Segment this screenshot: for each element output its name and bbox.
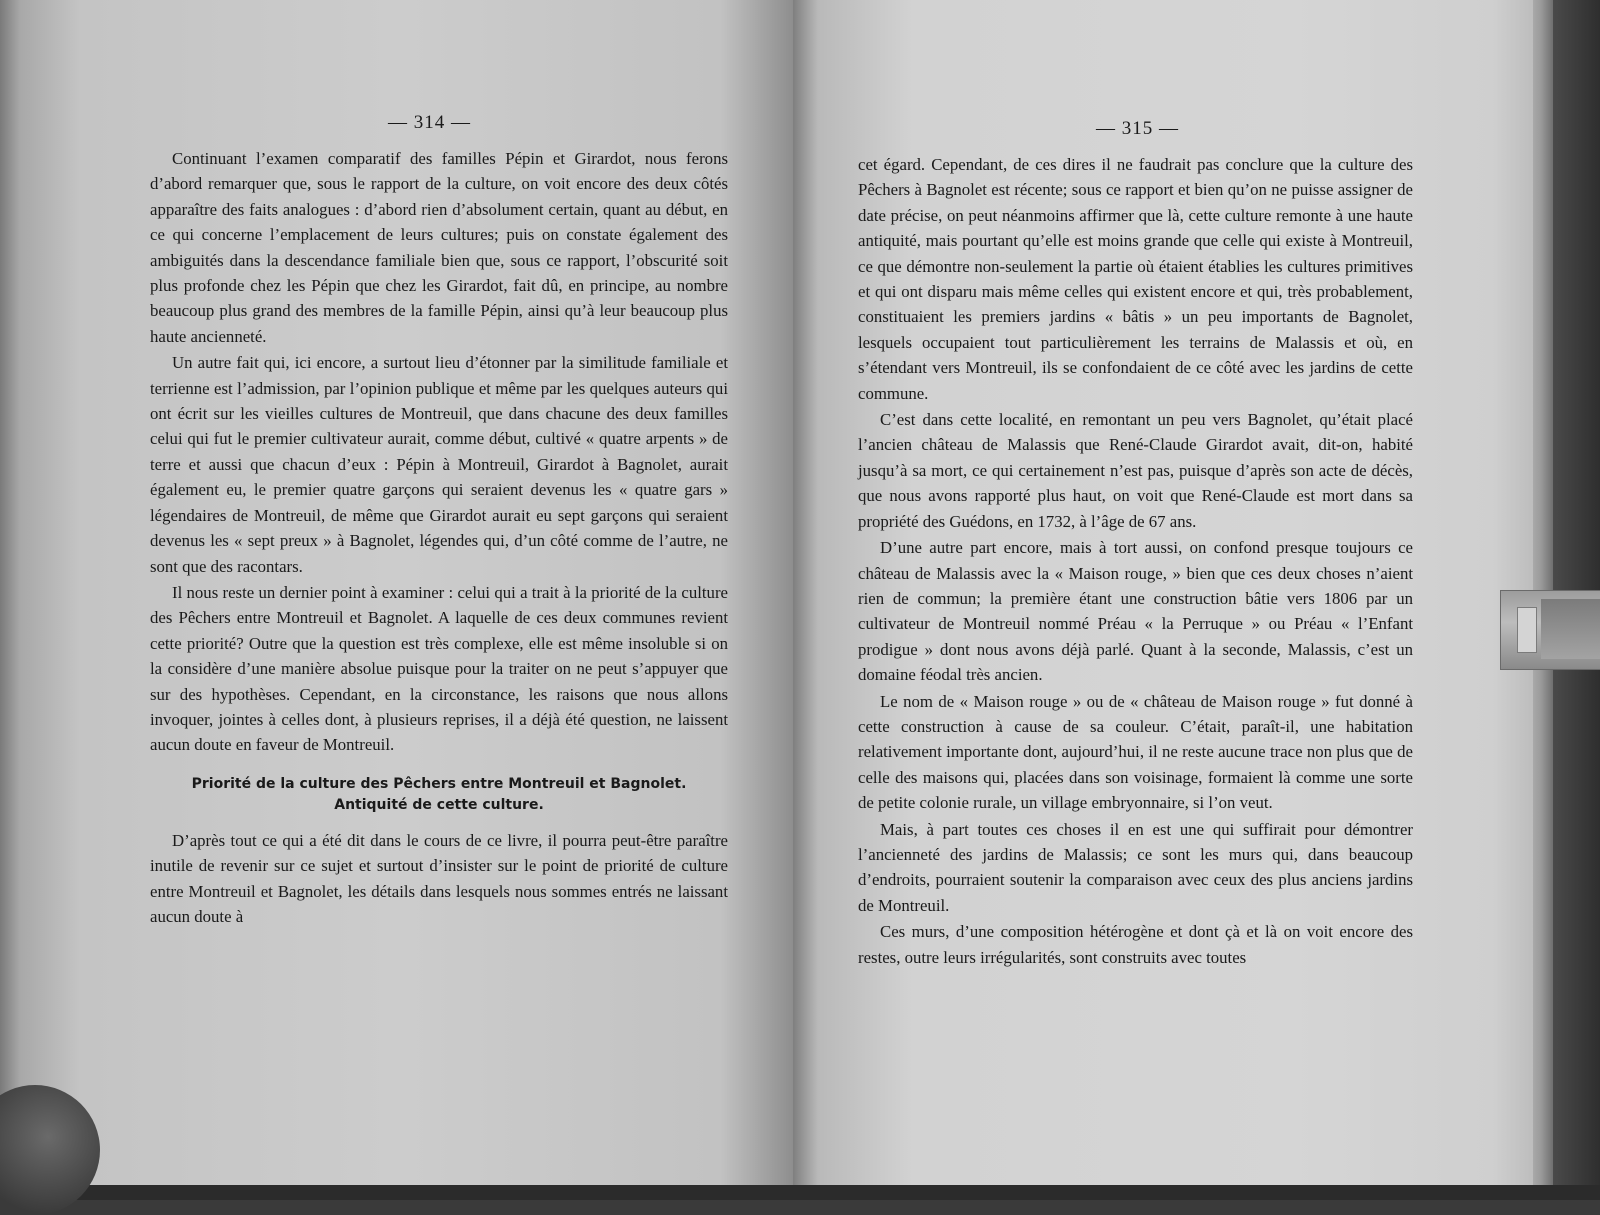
page-clip [1500, 590, 1600, 670]
left-page [0, 0, 793, 1185]
right-page [793, 0, 1533, 1185]
background-surface [0, 1185, 1600, 1200]
paragraph: D’après tout ce qui a été dit dans le cours de ce livre, il pourra peut-être paraître inutile de revenir sur ce sujet et surtout d’insister sur le point de priorité de culture entre Montreuil et Bagnolet, les détails dans lesquels nous sommes entrés ne laissant aucun doute à [150, 830, 728, 926]
paragraph: Continuant l’examen comparatif des familles Pépin et Girardot, nous ferons d’abord remarquer que, sous le rapport de la culture, on voit encore des deux côtés apparaître des faits analogues : d’abord rien d’absolument certain, quant au début, en ce qui concerne l’emplacement de leurs cultures; puis on constate également des ambiguités dans la descendance familiale bien que, sous ce rapport, l’obscurité soit plus profonde chez les Pépin que chez les Girardot, fait dû, en principe, au nombre beaucoup plus grand des membres de la famille Pépin, ainsi qu’à leur beaucoup plus haute ancienneté. [150, 149, 728, 346]
paragraph: D’une autre part encore, mais à tort aussi, on confond presque toujours ce château de Malassis avec la « Maison rouge, » bien que ces deux choses n’aient rien de commun; la première étant une construction bâtie vers 1806 par un cultivateur de Montreuil nommé Préau « la Perruque » ou Préau « l’Enfant prodigue » dont nous avons déjà parlé. Quant à la seconde, Malassis, c’est un domaine féodal très ancien. [858, 538, 1413, 685]
left-page-text [150, 146, 728, 930]
paragraph: Un autre fait qui, ici encore, a surtout lieu d’étonner par la similitude familiale et terrienne est l’admission, par l’opinion publique et même par les quelques auteurs qui ont écrit sur les vieilles cultures de Montreuil, que dans chacune des deux familles celui qui fut le premier cultivateur aurait, comme début, cultivé « quatre arpents » de terre et aussi que chacun d’eux : Pépin à Montreuil, Girardot à Bagnolet, aurait également eu, le premier quatre garçons qui seraient devenus les « quatre gars » légendaires de Montreuil, de même que Girardot aurait eu sept garçons qui seraient devenus les « sept preux » à Bagnolet, légendes qui, d’un côté comme de l’autre, ne sont que des racontars. [150, 353, 728, 576]
paragraph: Il nous reste un dernier point à examiner : celui qui a trait à la priorité de la culture des Pêchers entre Montreuil et Bagnolet. A laquelle de ces deux communes revient cette priorité? Outre que la question est très complexe, elle est même insoluble si on la considère d’une manière absolue puisque pour la traiter on ne peut s’appuyer que sur des hypothèses. Cependant, en la circonstance, les raisons que nous allons invoquer, jointes à celles dont, à plusieurs reprises, il a déjà été question, ne laissent aucun doute en faveur de Montreuil. [150, 582, 728, 755]
clip-latch [1517, 607, 1537, 653]
clip-bar [1541, 599, 1600, 659]
section-heading-line: Priorité de la culture des Pêchers entre Montreuil et Bagnolet. [191, 775, 687, 792]
page-number-314: — 314 — [388, 112, 471, 133]
paragraph: C’est dans cette localité, en remontant un peu vers Bagnolet, qu’était placé l’ancien château de Malassis que René-Claude Girardot avait, dit-on, habité jusqu’à sa mort, ce qui certainement n’est pas, puisque d’après son acte de décès, que nous avons rapporté plus haut, on voit que René-Claude est mort dans sa propriété des Guédons, en 1732, à l’âge de 67 ans. [858, 410, 1413, 531]
paragraph: cet égard. Cependant, de ces dires il ne faudrait pas conclure que la culture des Pêchers à Bagnolet est récente; sous ce rapport et bien qu’on ne puisse assigner de date précise, on peut néanmoins affirmer que là, cette culture remonte à une haute antiquité, mais pourtant qu’elle est moins grande que celle qui existe à Montreuil, ce que démontre non-seulement la partie où étaient établies les cultures primitives et qui ont disparu mais même celles qui existent encore et qui, très probablement, constituaient les premiers jardins « bâtis » un peu importants de Bagnolet, lesquels occupaient tout particulièrement les terrains de Malassis et où, en s’étendant vers Montreuil, ils se confondaient de ce côté avec les jardins de cette commune. [858, 155, 1413, 403]
page-number-315: — 315 — [1096, 118, 1179, 139]
paragraph: Le nom de « Maison rouge » ou de « château de Maison rouge » fut donné à cette construction à cause de sa couleur. C’était, paraît-il, une habitation relativement importante dont, aujourd’hui, il ne reste aucune trace non plus que de celle des maisons qui, placées dans son voisinage, formaient là comme une sorte de petite colonie rurale, un village embryonnaire, si l’on veut. [858, 691, 1413, 813]
right-page-text [858, 152, 1413, 971]
section-heading-line: Antiquité de cette culture. [334, 796, 544, 813]
paragraph: Mais, à part toutes ces choses il en est une qui suffirait pour démontrer l’ancienneté des jardins de Malassis; ce sont les murs qui, dans beaucoup d’endroits, pourraient soutenir la comparaison avec ceux des plus anciens jardins de Montreuil. [858, 819, 1413, 915]
paragraph: Ces murs, d’une composition hétérogène et dont çà et là on voit encore des restes, outre leurs irrégularités, sont construits avec toutes [858, 922, 1413, 967]
section-heading [150, 774, 728, 816]
